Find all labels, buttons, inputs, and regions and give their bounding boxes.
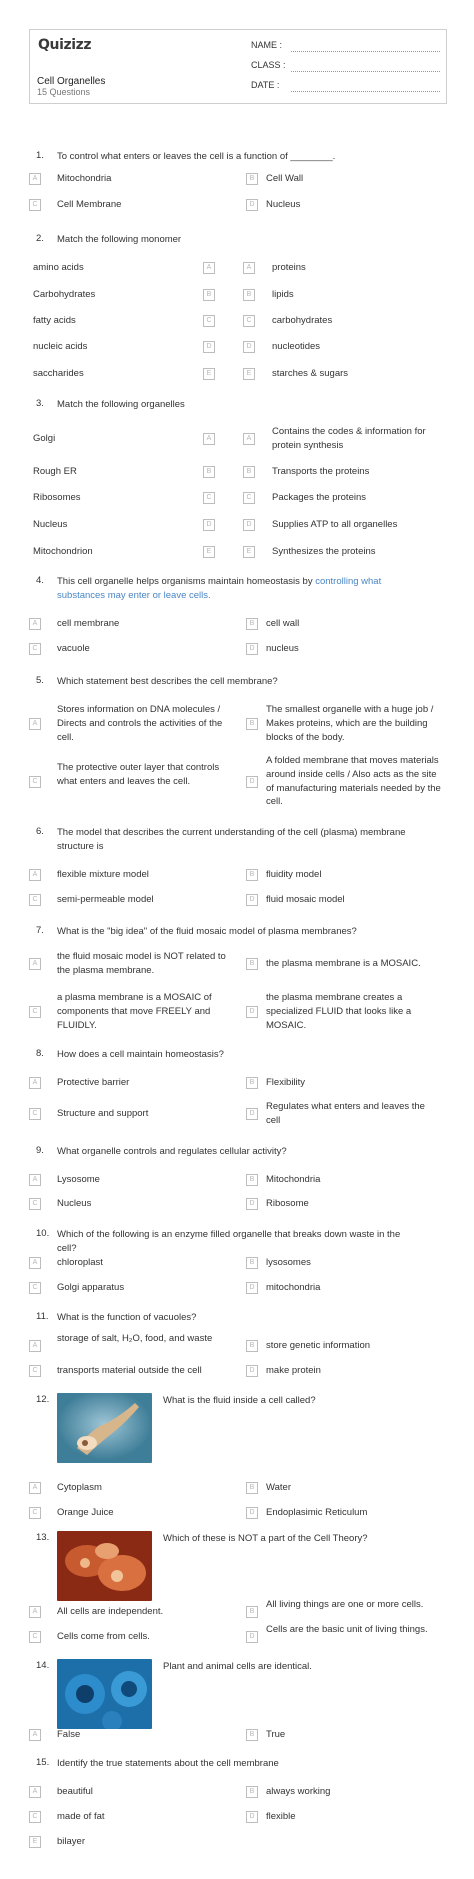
option-d-box[interactable]: D	[246, 199, 258, 211]
option-a-text: False	[57, 1729, 81, 1740]
option-a-box[interactable]: A	[29, 618, 41, 630]
option-b-box[interactable]: B	[246, 958, 258, 970]
question-text	[57, 1228, 412, 1256]
question-number: 6.	[36, 826, 44, 837]
option-d-box[interactable]: D	[246, 643, 258, 655]
question-number: 13.	[36, 1532, 50, 1543]
option-d-box[interactable]: D	[246, 1631, 258, 1643]
option-b-text: All living things are one or more cells.	[266, 1599, 424, 1610]
match-left-c-box[interactable]: C	[203, 492, 215, 504]
option-c-text: semi-permeable model	[57, 894, 154, 905]
question-prompt: What is the function of vacuoles?	[57, 1312, 197, 1323]
match-left-item: nucleic acids	[33, 341, 88, 352]
option-a-box[interactable]: A	[29, 1340, 41, 1352]
option-b-box[interactable]: B	[246, 1606, 258, 1618]
option-d-box[interactable]: D	[246, 1108, 258, 1120]
match-right-e-box[interactable]: E	[243, 368, 255, 380]
option-b-box[interactable]: B	[246, 1729, 258, 1741]
option-c-box[interactable]: C	[29, 1631, 41, 1643]
match-right-item: Packages the proteins	[272, 492, 367, 503]
option-a-text: All cells are independent.	[57, 1606, 164, 1617]
match-right-item: nucleotides	[272, 341, 321, 352]
option-b-text: lysosomes	[266, 1257, 311, 1268]
match-right-item: proteins	[272, 262, 306, 273]
option-d-text: mitochondria	[266, 1282, 321, 1293]
option-c-box[interactable]: C	[29, 776, 41, 788]
option-b-text: Mitochondria	[266, 1174, 321, 1185]
option-d-box[interactable]: D	[246, 1282, 258, 1294]
option-a-text: Mitochondria	[57, 173, 112, 184]
match-left-c-box[interactable]: C	[203, 315, 215, 327]
question-number: 4.	[36, 575, 44, 586]
option-b-box[interactable]: B	[246, 618, 258, 630]
option-b-box[interactable]: B	[246, 718, 258, 730]
question-prompt: Match the following organelles	[57, 399, 185, 410]
match-left-item: amino acids	[33, 262, 84, 273]
match-left-b-box[interactable]: B	[203, 466, 215, 478]
option-a-box[interactable]: A	[29, 869, 41, 881]
option-c-box[interactable]: C	[29, 1507, 41, 1519]
class-field[interactable]: CLASS :	[251, 60, 440, 74]
match-right-c-box[interactable]: C	[243, 492, 255, 504]
option-c-box[interactable]: C	[29, 1811, 41, 1823]
option-c-text: made of fat	[57, 1811, 105, 1822]
question-text	[57, 925, 412, 939]
worksheet-header	[29, 29, 447, 104]
option-d-box[interactable]: D	[246, 1006, 258, 1018]
match-left-e-box[interactable]: E	[203, 546, 215, 558]
option-a-text: Protective barrier	[57, 1077, 130, 1088]
option-d-text: Regulates what enters and leaves the cell	[266, 1101, 425, 1126]
match-left-item: Ribosomes	[33, 492, 81, 503]
option-a-text: beautiful	[57, 1786, 93, 1797]
question-text	[163, 1660, 443, 1674]
question-text	[57, 150, 412, 164]
question-text	[57, 1145, 412, 1159]
match-left-item: Golgi	[33, 433, 56, 444]
option-c-text: Structure and support	[57, 1108, 149, 1119]
match-right-item: starches & sugars	[272, 368, 349, 379]
question-number: 7.	[36, 925, 44, 936]
question-text	[163, 1394, 443, 1408]
question-text	[57, 675, 412, 689]
question-text	[57, 1757, 412, 1771]
option-c-text: Nucleus	[57, 1198, 92, 1209]
match-left-a-box[interactable]: A	[203, 262, 215, 274]
option-b-box[interactable]: B	[246, 1340, 258, 1352]
question-text	[57, 826, 412, 854]
date-field[interactable]: DATE :	[251, 80, 440, 94]
match-right-item: lipids	[272, 289, 294, 300]
option-d-box[interactable]: D	[246, 1198, 258, 1210]
question-image-cyto	[57, 1393, 152, 1463]
option-d-text: Ribosome	[266, 1198, 309, 1209]
option-b-box[interactable]: B	[246, 173, 258, 185]
match-right-a-box[interactable]: A	[243, 262, 255, 274]
match-left-d-box[interactable]: D	[203, 519, 215, 531]
match-left-item: Mitochondrion	[33, 546, 93, 557]
match-right-item: Contains the codes & information for protein synthesis	[272, 426, 426, 451]
question-number: 15.	[36, 1757, 50, 1768]
match-right-item: carbohydrates	[272, 315, 333, 326]
option-b-box[interactable]: B	[246, 869, 258, 881]
question-number: 12.	[36, 1394, 50, 1405]
question-number: 1.	[36, 150, 44, 161]
question-number: 14.	[36, 1660, 50, 1671]
name-field[interactable]: NAME :	[251, 40, 440, 54]
match-right-c-box[interactable]: C	[243, 315, 255, 327]
question-text	[57, 1311, 412, 1325]
option-b-text: fluidity model	[266, 869, 322, 880]
question-prompt: Which of these is NOT a part of the Cell Theory?	[163, 1533, 368, 1544]
option-b-text: The smallest organelle with a huge job / Makes proteins, which are the building blocks of the body.	[266, 704, 434, 743]
option-b-box[interactable]: B	[246, 1174, 258, 1186]
question-number: 9.	[36, 1145, 44, 1156]
question-prompt: To control what enters or leaves the cell is a function of ________.	[57, 151, 336, 162]
worksheet-title: Cell Organelles	[37, 76, 106, 87]
option-d-text: Cells are the basic unit of living things.	[266, 1624, 428, 1635]
question-prompt: What is the fluid inside a cell called?	[163, 1395, 316, 1406]
option-d-text: flexible	[266, 1811, 296, 1822]
option-d-box[interactable]: D	[246, 1811, 258, 1823]
option-d-box[interactable]: D	[246, 1507, 258, 1519]
match-right-d-box[interactable]: D	[243, 519, 255, 531]
match-right-b-box[interactable]: B	[243, 289, 255, 301]
question-number: 8.	[36, 1048, 44, 1059]
quizizz-logo: Quizizz	[38, 37, 92, 53]
question-number: 5.	[36, 675, 44, 686]
option-e-box[interactable]: E	[29, 1836, 41, 1848]
match-left-a-box[interactable]: A	[203, 433, 215, 445]
option-c-text: Orange Juice	[57, 1507, 114, 1518]
match-right-e-box[interactable]: E	[243, 546, 255, 558]
option-b-text: Cell Wall	[266, 173, 304, 184]
option-d-text: nucleus	[266, 643, 299, 654]
option-a-box[interactable]: A	[29, 718, 41, 730]
match-left-e-box[interactable]: E	[203, 368, 215, 380]
option-c-text: transports material outside the cell	[57, 1365, 202, 1376]
match-right-b-box[interactable]: B	[243, 466, 255, 478]
question-prompt: Match the following monomer	[57, 234, 182, 245]
option-b-box[interactable]: B	[246, 1786, 258, 1798]
option-b-box[interactable]: B	[246, 1482, 258, 1494]
question-number: 10.	[36, 1228, 50, 1239]
option-c-box[interactable]: C	[29, 1198, 41, 1210]
option-b-text: Water	[266, 1482, 291, 1493]
match-left-item: Nucleus	[33, 519, 68, 530]
question-prompt: Identify the true statements about the cell membrane	[57, 1758, 279, 1769]
match-left-item: Carbohydrates	[33, 289, 96, 300]
option-a-box[interactable]: A	[29, 1786, 41, 1798]
question-text	[57, 233, 412, 247]
option-a-text: chloroplast	[57, 1257, 103, 1268]
match-right-item: Supplies ATP to all organelles	[272, 519, 398, 530]
question-prompt: What organelle controls and regulates cellular activity?	[57, 1146, 287, 1157]
option-c-box[interactable]: C	[29, 1282, 41, 1294]
match-right-a-box[interactable]: A	[243, 433, 255, 445]
question-prompt: How does a cell maintain homeostasis?	[57, 1049, 224, 1060]
question-prompt: What is the "big idea" of the fluid mosaic model of plasma membranes?	[57, 926, 357, 937]
option-c-text: Golgi apparatus	[57, 1282, 125, 1293]
option-b-box[interactable]: B	[246, 1077, 258, 1089]
option-a-box[interactable]: A	[29, 173, 41, 185]
question-prompt: The model that describes the current understanding of the cell (plasma) membrane structure is	[57, 827, 406, 852]
option-d-text: make protein	[266, 1365, 321, 1376]
option-a-text: cell membrane	[57, 618, 120, 629]
option-a-box[interactable]: A	[29, 1077, 41, 1089]
option-c-box[interactable]: C	[29, 643, 41, 655]
question-text	[57, 575, 412, 603]
option-d-box[interactable]: D	[246, 894, 258, 906]
question-image-cells	[57, 1659, 152, 1729]
option-a-text: storage of salt, H₂O, food, and waste	[57, 1333, 213, 1344]
match-left-item: Rough ER	[33, 466, 77, 477]
option-a-text: the fluid mosaic model is NOT related to the plasma membrane.	[57, 951, 226, 976]
option-e-text: bilayer	[57, 1836, 85, 1847]
question-prompt: Which statement best describes the cell membrane?	[57, 676, 278, 687]
question-link[interactable]: controlling what substances may enter or leave cells.	[57, 576, 382, 601]
option-c-text: a plasma membrane is a MOSAIC of components that move FREELY and FLUIDLY.	[57, 992, 212, 1031]
option-d-text: the plasma membrane creates a specialized FLUID that looks like a MOSAIC.	[266, 992, 412, 1031]
option-c-box[interactable]: C	[29, 1006, 41, 1018]
option-d-box[interactable]: D	[246, 1365, 258, 1377]
match-right-d-box[interactable]: D	[243, 341, 255, 353]
option-b-box[interactable]: B	[246, 1257, 258, 1269]
option-a-box[interactable]: A	[29, 1257, 41, 1269]
question-text	[57, 1048, 412, 1062]
option-a-box[interactable]: A	[29, 958, 41, 970]
option-a-text: flexible mixture model	[57, 869, 149, 880]
match-right-item: Synthesizes the proteins	[272, 546, 376, 557]
question-count: 15 Questions	[37, 87, 91, 97]
option-b-text: cell wall	[266, 618, 300, 629]
question-prompt: This cell organelle helps organisms maintain homeostasis by	[57, 576, 316, 587]
option-d-text: fluid mosaic model	[266, 894, 345, 905]
option-b-text: store genetic information	[266, 1340, 371, 1351]
option-c-box[interactable]: C	[29, 199, 41, 211]
match-left-d-box[interactable]: D	[203, 341, 215, 353]
option-b-text: True	[266, 1729, 286, 1740]
option-c-text: Cell Membrane	[57, 199, 122, 210]
option-c-box[interactable]: C	[29, 1108, 41, 1120]
question-text	[57, 398, 412, 412]
option-a-box[interactable]: A	[29, 1729, 41, 1741]
match-right-item: Transports the proteins	[272, 466, 370, 477]
option-c-box[interactable]: C	[29, 894, 41, 906]
match-left-item: fatty acids	[33, 315, 76, 326]
option-a-box[interactable]: A	[29, 1606, 41, 1618]
question-image-tissue	[57, 1531, 152, 1601]
question-prompt: Which of the following is an enzyme filled organelle that breaks down waste in the cell?	[57, 1229, 401, 1254]
question-number: 11.	[36, 1311, 49, 1322]
option-c-text: vacuole	[57, 643, 90, 654]
option-b-text: the plasma membrane is a MOSAIC.	[266, 958, 421, 969]
option-d-text: A folded membrane that moves materials around inside cells / Also acts as the site of manufacturing materials needed by the cell.	[266, 755, 441, 808]
option-a-text: Cytoplasm	[57, 1482, 102, 1493]
question-text	[163, 1532, 443, 1546]
option-c-box[interactable]: C	[29, 1365, 41, 1377]
option-a-text: Lysosome	[57, 1174, 100, 1185]
question-number: 2.	[36, 233, 44, 244]
match-left-b-box[interactable]: B	[203, 289, 215, 301]
option-b-text: always working	[266, 1786, 331, 1797]
option-d-text: Nucleus	[266, 199, 301, 210]
option-d-box[interactable]: D	[246, 776, 258, 788]
option-a-box[interactable]: A	[29, 1174, 41, 1186]
match-left-item: saccharides	[33, 368, 84, 379]
option-d-text: Endoplasimic Reticulum	[266, 1507, 368, 1518]
question-prompt: Plant and animal cells are identical.	[163, 1661, 312, 1672]
option-b-text: Flexibility	[266, 1077, 306, 1088]
question-number: 3.	[36, 398, 44, 409]
option-a-text: Stores information on DNA molecules / Directs and controls the activities of the cell.	[57, 704, 223, 743]
option-c-text: The protective outer layer that controls what enters and leaves the cell.	[57, 762, 220, 787]
option-c-text: Cells come from cells.	[57, 1631, 150, 1642]
option-a-box[interactable]: A	[29, 1482, 41, 1494]
